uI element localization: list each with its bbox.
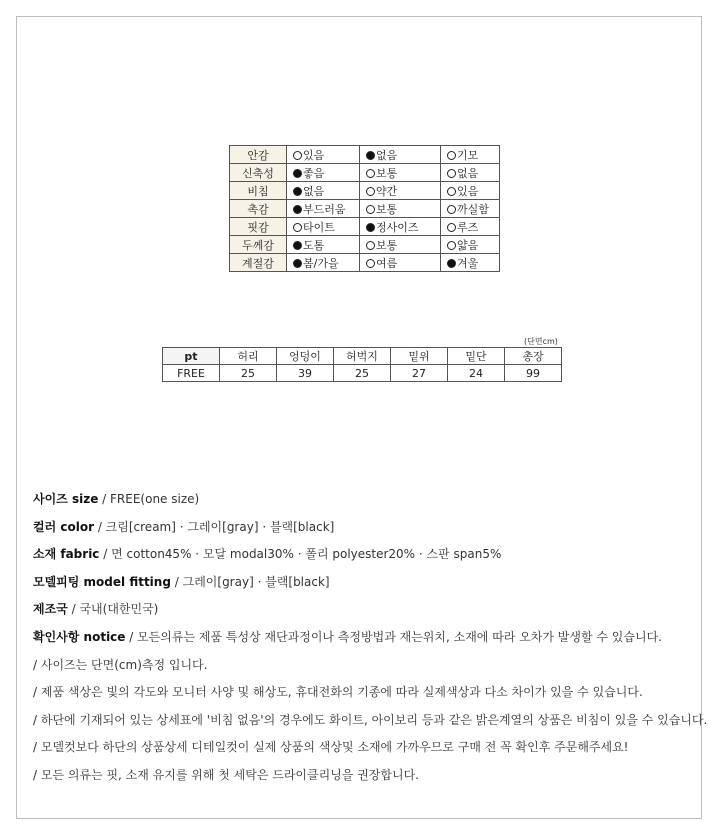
attribute-row xyxy=(230,218,500,236)
attribute-label: 계절감 xyxy=(230,254,287,272)
attribute-option-text: 부드러움 xyxy=(303,202,346,216)
attribute-label: 핏감 xyxy=(230,218,287,236)
attribute-option xyxy=(360,200,441,218)
info-origin: 제조국 / 국내(대한민국) xyxy=(33,602,159,617)
attribute-option-text: 여름 xyxy=(376,256,398,270)
size-table-row xyxy=(163,348,562,365)
size-unit: (단면cm) xyxy=(524,337,558,346)
size-table-cell: FREE xyxy=(163,365,220,382)
attribute-option-text: 도톰 xyxy=(303,238,325,252)
size-table-header: 밑단 xyxy=(448,348,505,365)
attribute-option-text: 정사이즈 xyxy=(376,220,419,234)
empty-circle-icon xyxy=(366,169,375,178)
attribute-option-text: 보통 xyxy=(376,166,398,180)
filled-circle-icon xyxy=(293,169,302,178)
attribute-label: 비침 xyxy=(230,182,287,200)
attribute-option-text: 까실함 xyxy=(457,202,489,216)
attribute-option-text: 보통 xyxy=(376,238,398,252)
filled-circle-icon xyxy=(293,241,302,250)
attribute-row xyxy=(230,164,500,182)
info-fabric: 소재 fabric / 면 cotton45% · 모달 modal30% · 폴리 polyester20% · 스판 span5% xyxy=(33,547,502,562)
attribute-option xyxy=(287,236,360,254)
attribute-option xyxy=(360,164,441,182)
filled-circle-icon xyxy=(366,223,375,232)
empty-circle-icon xyxy=(447,187,456,196)
attribute-option-text: 없음 xyxy=(376,148,398,162)
attribute-option xyxy=(441,254,500,272)
attribute-row xyxy=(230,146,500,164)
product-info xyxy=(33,489,708,793)
attribute-option-text: 있음 xyxy=(303,148,325,162)
attribute-option xyxy=(441,218,500,236)
attribute-option xyxy=(360,254,441,272)
info-color: 컬러 color / 크림[cream] · 그레이[gray] · 블랙[black] xyxy=(33,519,335,534)
size-table-header: 총장 xyxy=(505,348,562,365)
attribute-row xyxy=(230,200,500,218)
filled-circle-icon xyxy=(293,187,302,196)
attribute-option xyxy=(287,182,360,200)
filled-circle-icon xyxy=(366,151,375,160)
filled-circle-icon xyxy=(293,259,302,268)
attribute-option xyxy=(287,200,360,218)
info-size: 사이즈 size / FREE(one size) xyxy=(33,492,200,506)
empty-circle-icon xyxy=(447,205,456,214)
attribute-label: 두께감 xyxy=(230,236,287,254)
size-table-cell: 99 xyxy=(505,365,562,382)
info-note: / 제품 색상은 빛의 각도와 모니터 사양 및 해상도, 휴대전화의 기종에 따라 실제색상과 다소 차이가 있을 수 있습니다. xyxy=(33,685,643,700)
attribute-option xyxy=(441,182,500,200)
size-table-cell: 27 xyxy=(391,365,448,382)
attribute-option xyxy=(287,254,360,272)
info-model-fitting: 모델피팅 model fitting / 그레이[gray] · 블랙[black] xyxy=(33,574,330,589)
attribute-option-text: 기모 xyxy=(457,148,479,162)
attribute-label: 안감 xyxy=(230,146,287,164)
attribute-option-text: 없음 xyxy=(303,184,325,198)
attribute-option xyxy=(287,218,360,236)
attribute-table xyxy=(229,145,500,272)
attribute-option xyxy=(441,236,500,254)
empty-circle-icon xyxy=(366,205,375,214)
size-table-cell: 39 xyxy=(277,365,334,382)
empty-circle-icon xyxy=(293,223,302,232)
info-note: / 모델컷보다 하단의 상품상세 디테일컷이 실제 상품의 색상및 소재에 가까우므로 구매 전 꼭 확인후 주문해주세요! xyxy=(33,740,629,755)
empty-circle-icon xyxy=(366,259,375,268)
attribute-row xyxy=(230,254,500,272)
size-table-cell: 24 xyxy=(448,365,505,382)
attribute-option-text: 있음 xyxy=(457,184,479,198)
attribute-label: 촉감 xyxy=(230,200,287,218)
attribute-option xyxy=(441,146,500,164)
attribute-option xyxy=(441,200,500,218)
size-table-header: 허리 xyxy=(220,348,277,365)
attribute-option-text: 루즈 xyxy=(457,220,479,234)
attribute-option xyxy=(360,182,441,200)
attribute-option-text: 타이트 xyxy=(303,220,335,234)
filled-circle-icon xyxy=(293,205,302,214)
empty-circle-icon xyxy=(366,241,375,250)
empty-circle-icon xyxy=(366,187,375,196)
info-note: / 모든 의류는 핏, 소재 유지를 위해 첫 세탁은 드라이클리닝을 권장합니다. xyxy=(33,767,419,782)
size-table-header: 엉덩이 xyxy=(277,348,334,365)
size-table-cell: 25 xyxy=(220,365,277,382)
attribute-option-text: 얇음 xyxy=(457,238,479,252)
attribute-option xyxy=(360,146,441,164)
attribute-option xyxy=(360,218,441,236)
info-note: / 하단에 기재되어 있는 상세표에 '비침 없음'의 경우에도 화이트, 아이보리 등과 같은 밝은계열의 상품은 비침이 있을 수 있습니다. xyxy=(33,712,708,727)
attribute-option xyxy=(287,146,360,164)
attribute-option-text: 좋음 xyxy=(303,166,325,180)
filled-circle-icon xyxy=(447,259,456,268)
attribute-option xyxy=(360,236,441,254)
attribute-option-text: 봄/가을 xyxy=(303,256,339,270)
info-notice: 확인사항 notice / 모든의류는 제품 특성상 재단과정이나 측정방법과 재는위치, 소재에 따라 오차가 발생할 수 있습니다. xyxy=(33,629,662,644)
attribute-row xyxy=(230,182,500,200)
size-table-row xyxy=(163,365,562,382)
attribute-option xyxy=(287,164,360,182)
attribute-option-text: 없음 xyxy=(457,166,479,180)
attribute-option-text: 약간 xyxy=(376,184,398,198)
size-table xyxy=(162,347,562,382)
size-table-header: pt xyxy=(163,348,220,365)
empty-circle-icon xyxy=(447,169,456,178)
empty-circle-icon xyxy=(447,151,456,160)
size-table-header: 허벅지 xyxy=(334,348,391,365)
size-table-header: 밑위 xyxy=(391,348,448,365)
attribute-option-text: 보통 xyxy=(376,202,398,216)
size-table-cell: 25 xyxy=(334,365,391,382)
attribute-label: 신축성 xyxy=(230,164,287,182)
info-note: / 사이즈는 단면(cm)측정 입니다. xyxy=(33,657,208,672)
empty-circle-icon xyxy=(447,241,456,250)
empty-circle-icon xyxy=(447,223,456,232)
attribute-row xyxy=(230,236,500,254)
attribute-option-text: 겨울 xyxy=(457,256,479,270)
attribute-option xyxy=(441,164,500,182)
empty-circle-icon xyxy=(293,151,302,160)
